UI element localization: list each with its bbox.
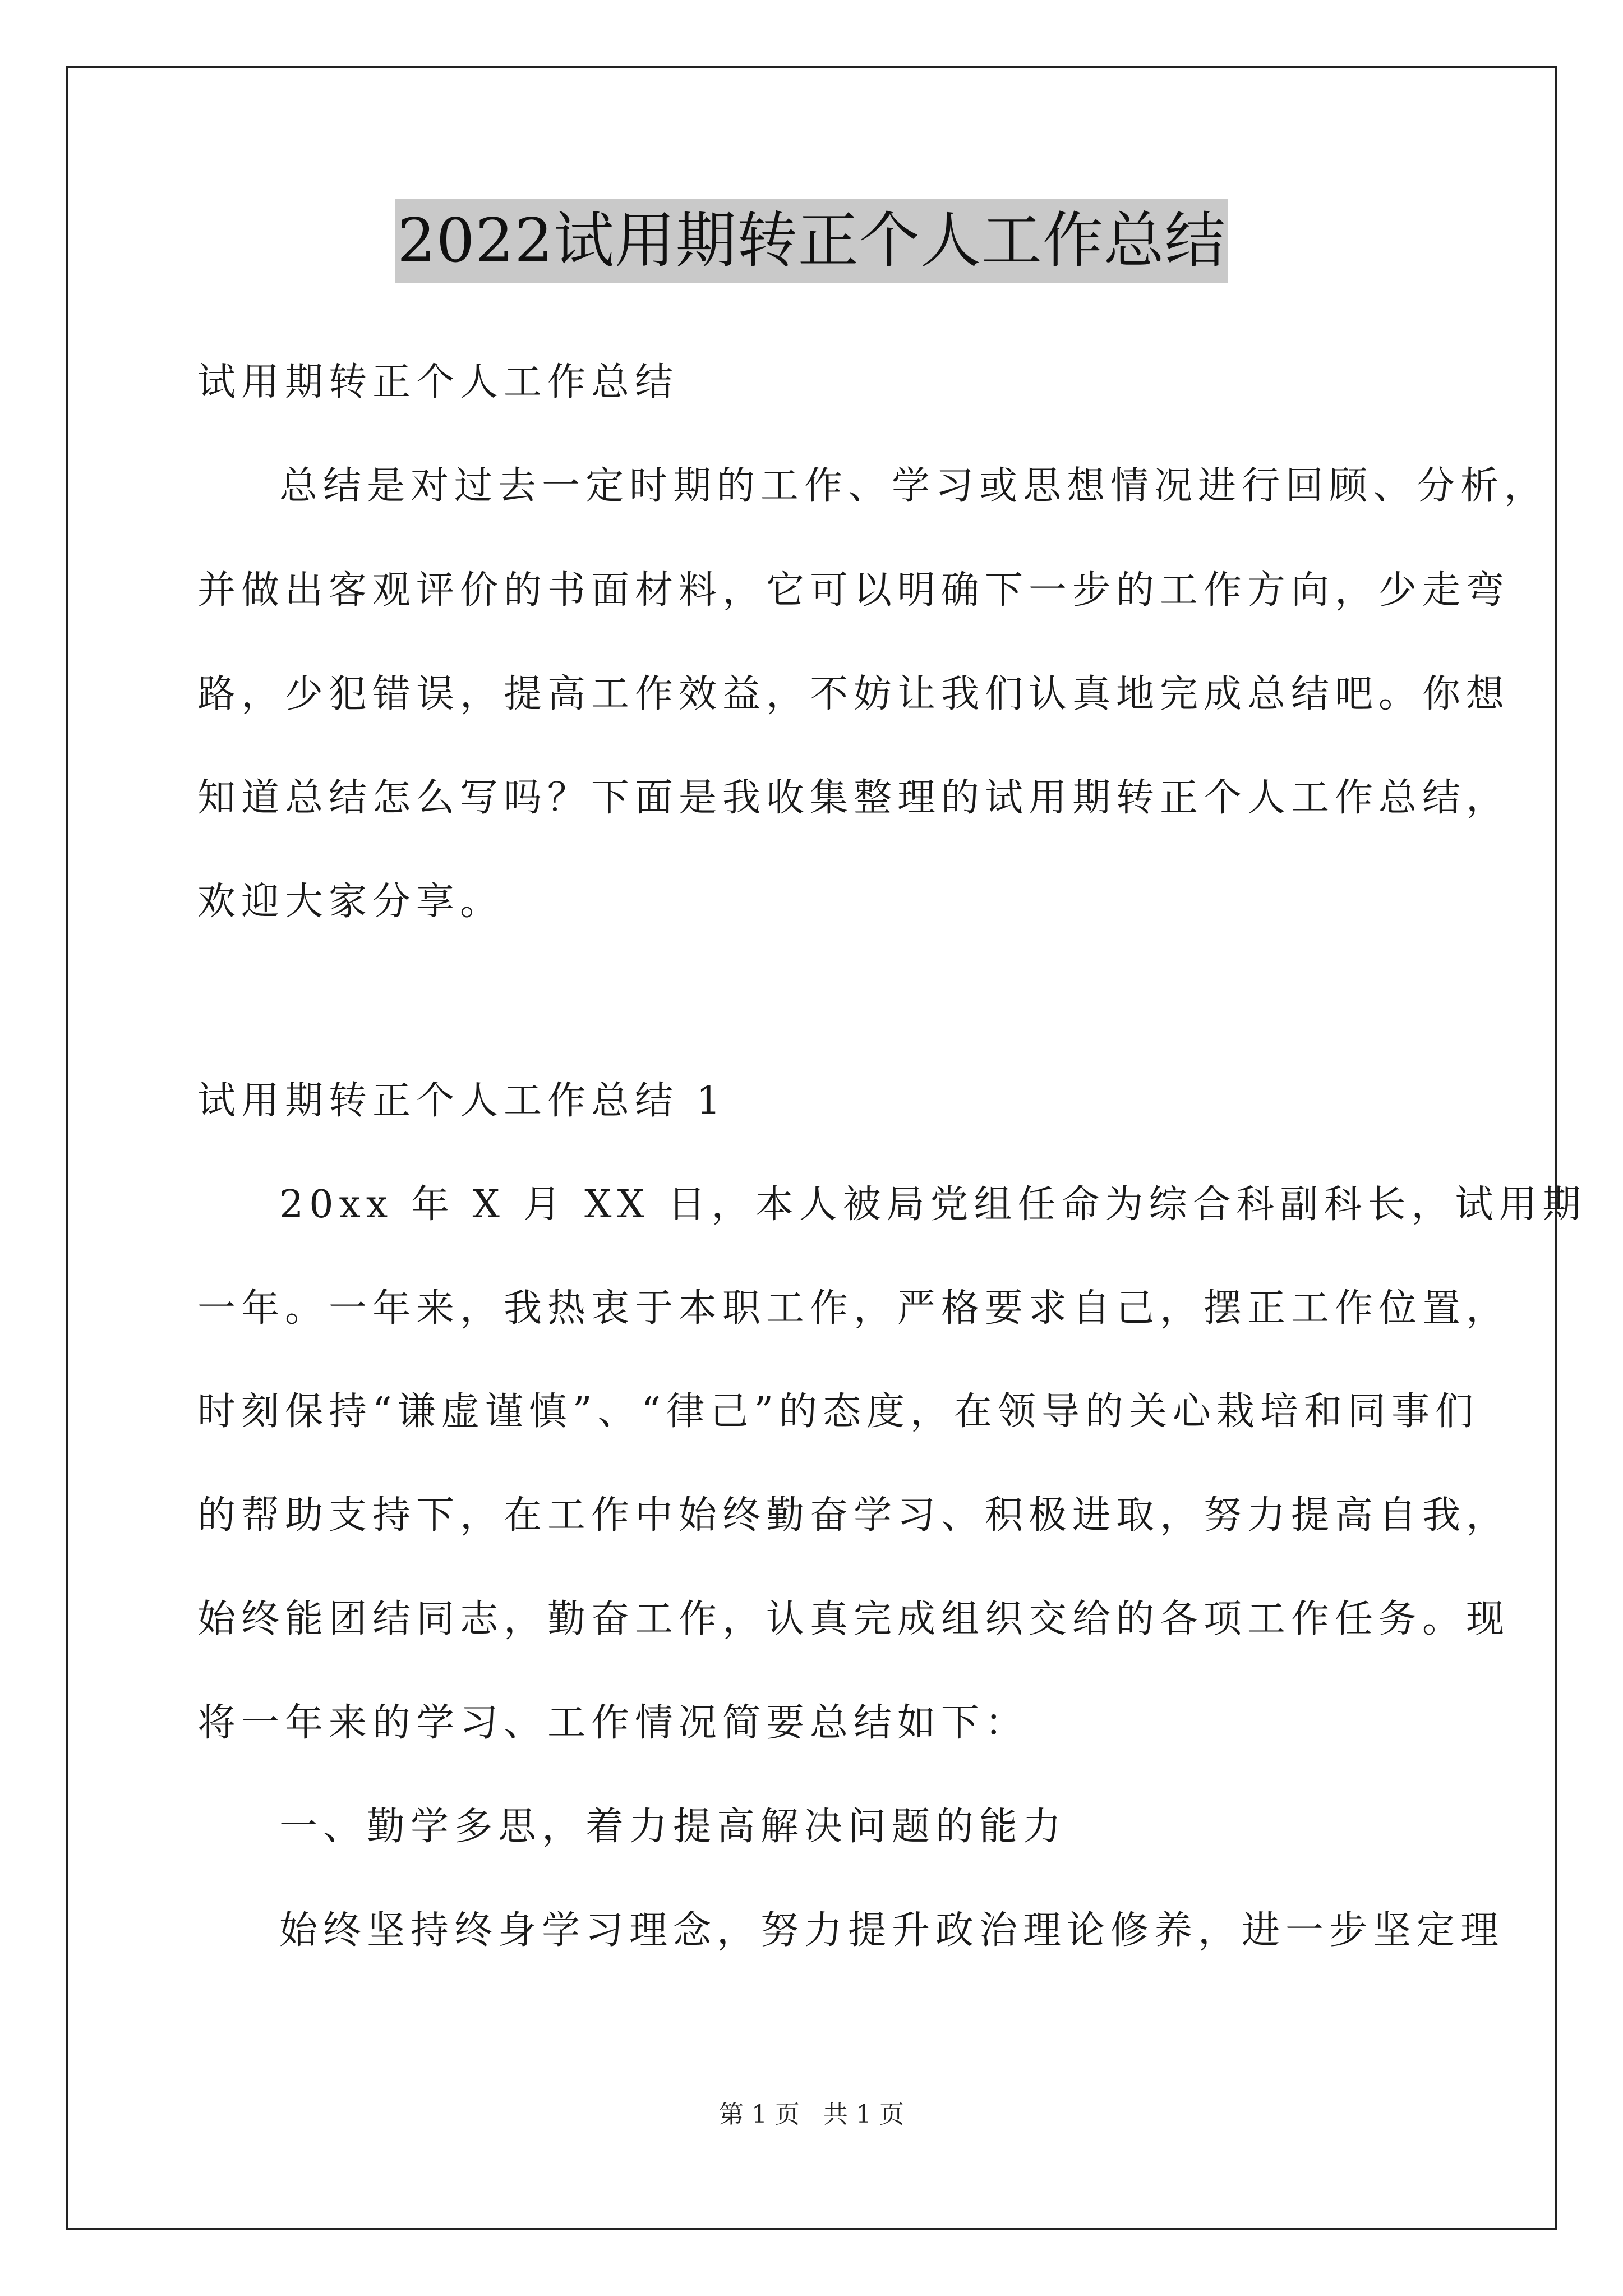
subheading: 一、勤学多思，着力提高解决问题的能力 — [279, 1805, 1067, 1849]
paragraph-line: 一年。一年来，我热衷于本职工作，严格要求自己，摆正工作位置， — [197, 1286, 1510, 1331]
section-heading: 试用期转正个人工作总结 — [197, 360, 679, 404]
document-title: 2022试用期转正个人工作总结 — [395, 199, 1228, 283]
paragraph-line: 始终能团结同志，勤奋工作，认真完成组织交给的各项工作任务。现 — [197, 1597, 1510, 1641]
page-footer: 第 1 页 共 1 页 — [719, 2100, 904, 2129]
paragraph-line: 并做出客观评价的书面材料，它可以明确下一步的工作方向，少走弯 — [197, 568, 1510, 613]
paragraph-line: 总结是对过去一定时期的工作、学习或思想情况进行回顾、分析， — [279, 464, 1548, 508]
paragraph-line: 将一年来的学习、工作情况简要总结如下： — [197, 1701, 1029, 1745]
paragraph-line: 20xx 年 X 月 XX 日，本人被局党组任命为综合科副科长，试用期 — [279, 1182, 1587, 1227]
paragraph-line: 路，少犯错误，提高工作效益，不妨让我们认真地完成总结吧。你想 — [197, 672, 1510, 716]
section-heading: 试用期转正个人工作总结 1 — [197, 1079, 726, 1123]
title-container — [0, 199, 1623, 283]
paragraph-line: 时刻保持“谦虚谨慎”、“律己”的态度，在领导的关心栽培和同事们 — [197, 1389, 1479, 1434]
paragraph-line: 的帮助支持下，在工作中始终勤奋学习、积极进取，努力提高自我， — [197, 1493, 1510, 1538]
paragraph-line: 始终坚持终身学习理念，努力提升政治理论修养，进一步坚定理 — [279, 1908, 1505, 1953]
paragraph-line: 欢迎大家分享。 — [197, 880, 504, 924]
paragraph-line: 知道总结怎么写吗？下面是我收集整理的试用期转正个人工作总结， — [197, 776, 1510, 820]
